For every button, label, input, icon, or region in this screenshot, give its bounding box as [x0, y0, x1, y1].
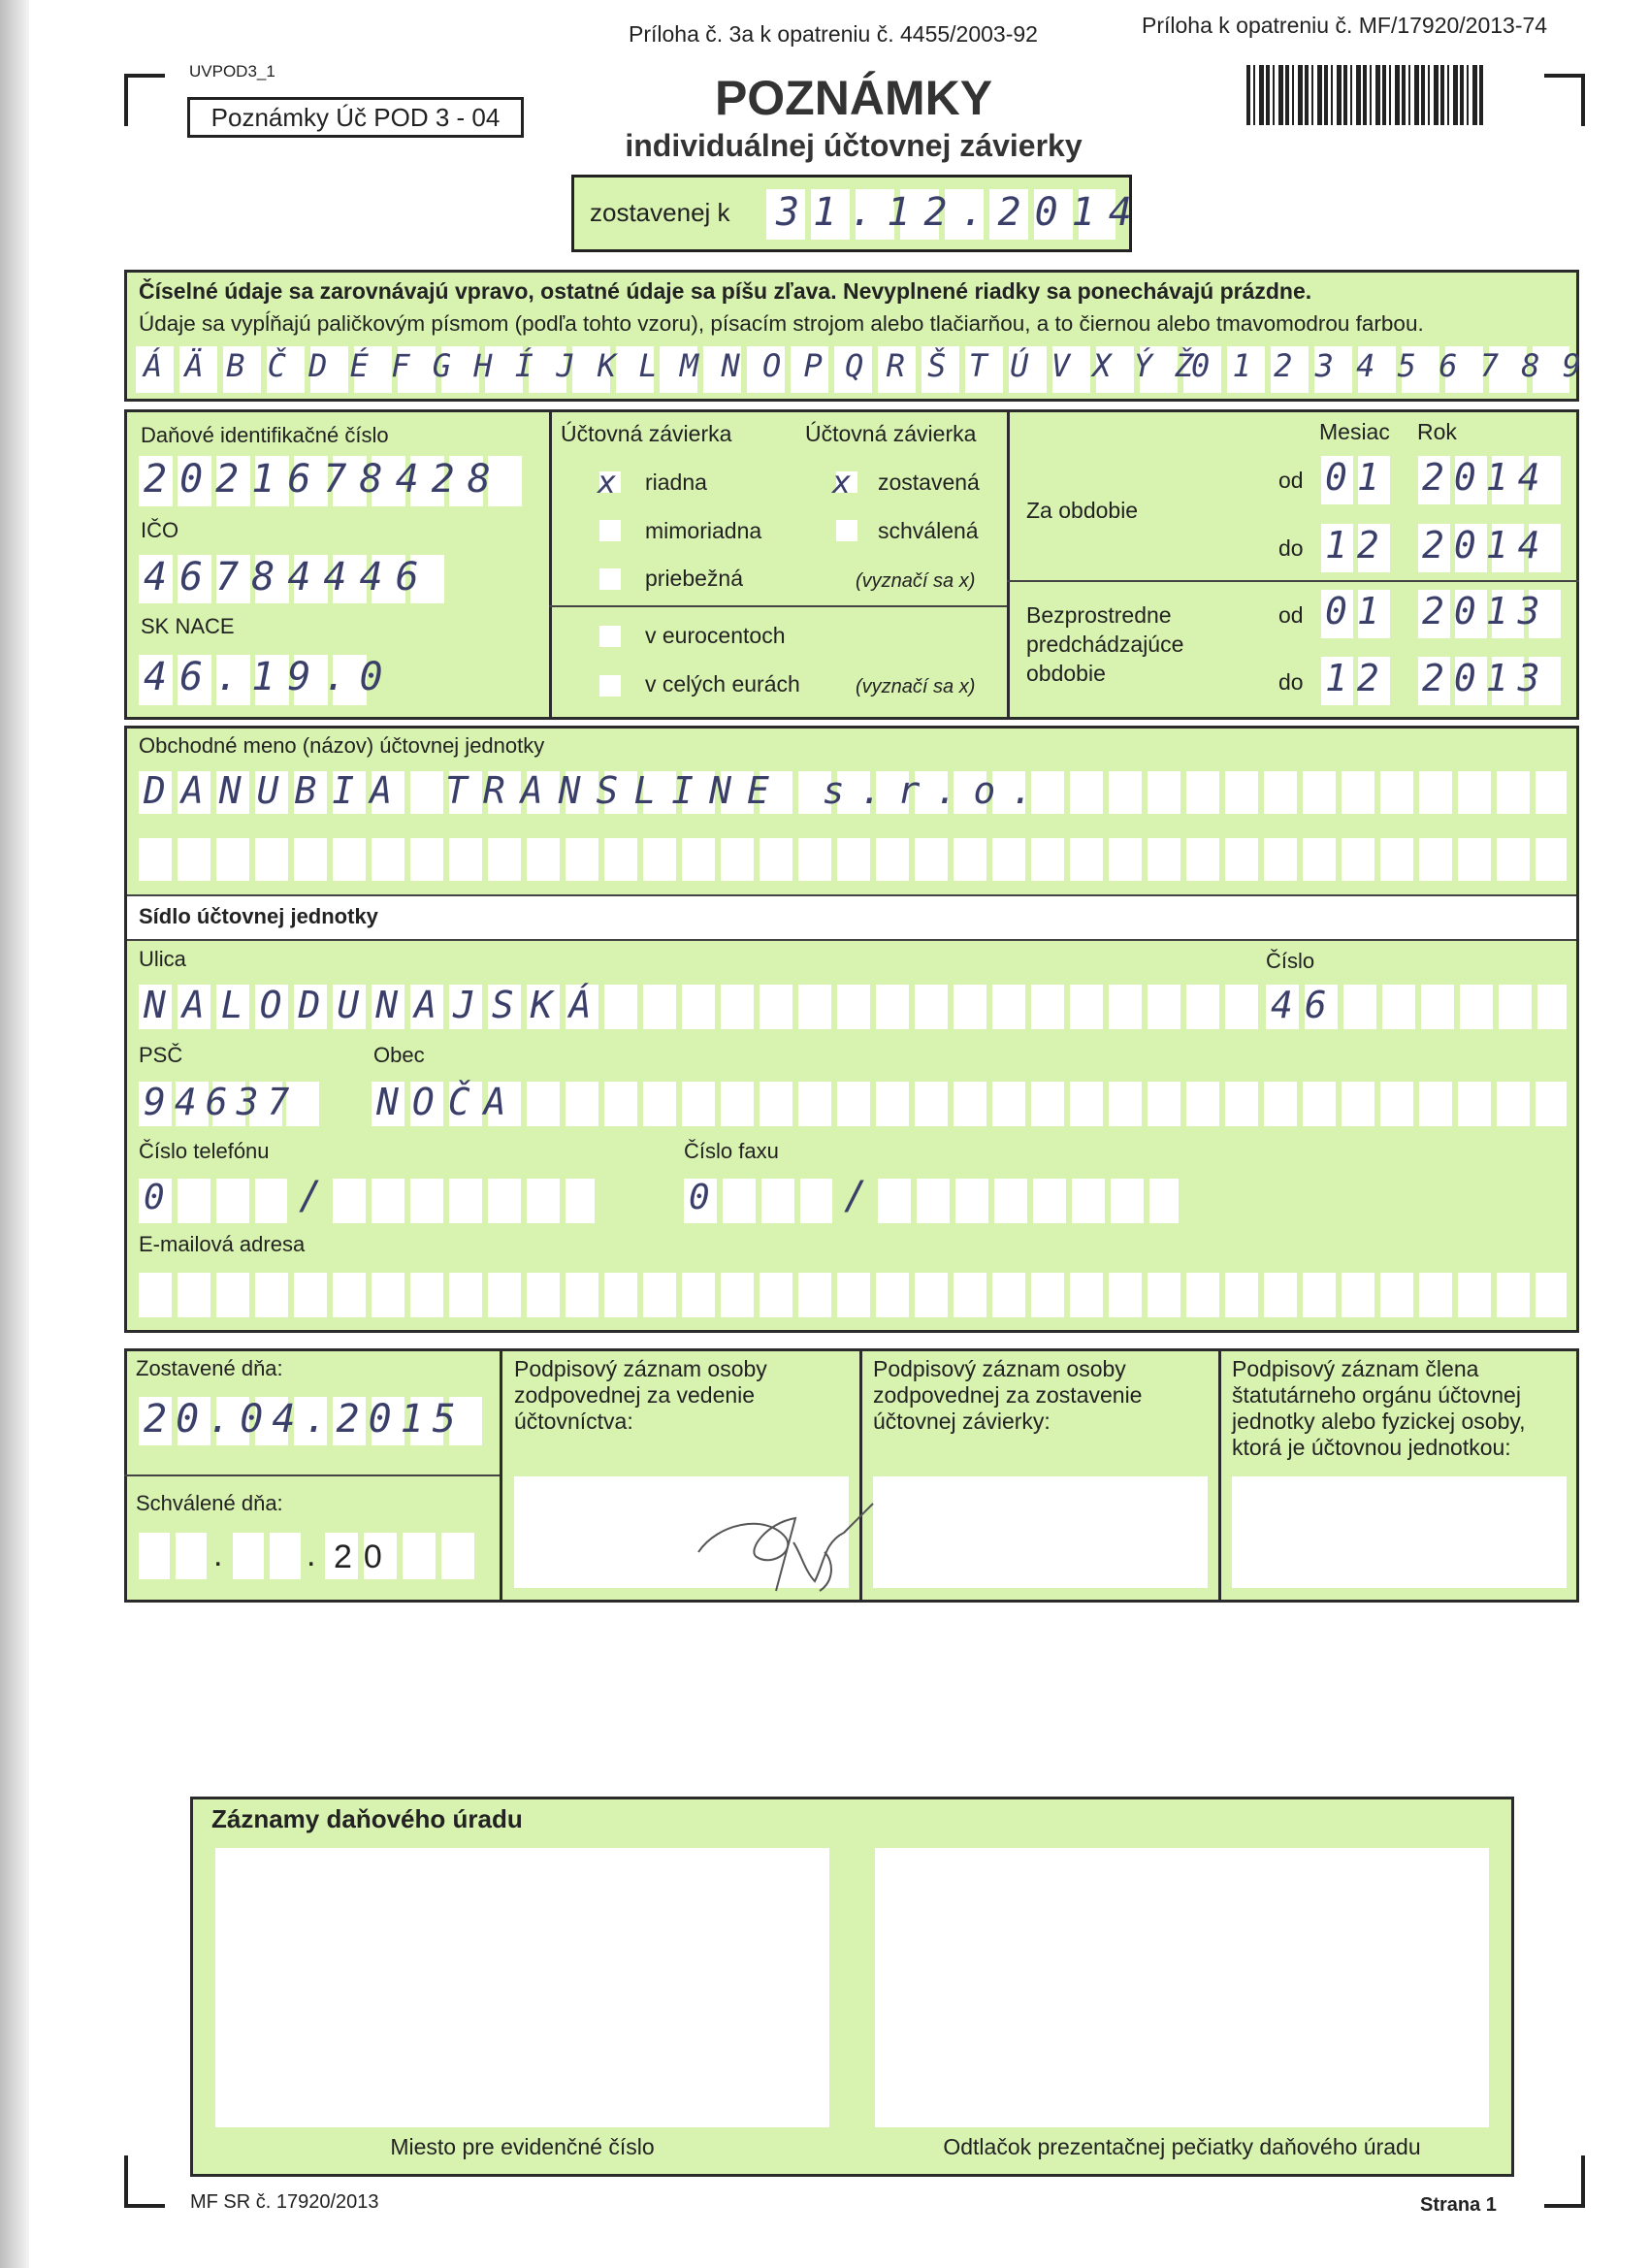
city-cells [372, 1082, 1567, 1126]
statement-state-header: Účtovná závierka [805, 421, 977, 446]
approved-on-label: Schválené dňa: [136, 1491, 283, 1515]
checkbox-priebezna[interactable] [599, 568, 621, 590]
compiled-on-label: Zostavené dňa: [136, 1356, 283, 1380]
checkbox-mimoriadna[interactable] [599, 520, 621, 541]
current-period-label: Za obdobie [1026, 498, 1139, 523]
evidence-number-caption: Miesto pre evidenčné číslo [390, 2134, 655, 2159]
checkbox-schvalena[interactable] [836, 520, 857, 541]
approved-on-cells-month [233, 1533, 303, 1579]
current-from-year[interactable]: 2014 [1422, 456, 1550, 499]
approved-on-dot-1: . [213, 1537, 223, 1573]
previous-period-label-2: predchádzajúce [1026, 632, 1184, 657]
instructions-line-2: Údaje sa vypĺňajú paličkovým písmom (podľa tohto vzoru), písacím strojom alebo tlačiarňou, a to čiernou alebo tmavomodrou farbou. [139, 311, 1424, 336]
divider [549, 409, 552, 720]
to-label: do [1278, 535, 1304, 561]
sig2-label: Podpisový záznam osoby zodpovednej za zostavenie účtovnej závierky: [873, 1356, 1143, 1434]
previous-from-year[interactable]: 2013 [1422, 590, 1550, 632]
compiled-on-value[interactable]: 20.04.2015 [144, 1397, 465, 1442]
stamp-caption: Odtlačok prezentačnej pečiatky daňového úradu [943, 2134, 1421, 2159]
sig1-label: Podpisový záznam osoby zodpovednej za vedenie účtovníctva: [514, 1356, 767, 1434]
stamp-box [875, 1848, 1489, 2127]
compiled-to-value[interactable]: 31.12.2014 [776, 190, 1146, 235]
instructions-line-1: Číselné údaje sa zarovnávajú vpravo, ostatné údaje sa píšu zľava. Nevyplnené riadky sa ponechávajú prázdne. [139, 278, 1312, 304]
corner-mark-tr [1544, 74, 1585, 126]
entity-name-value[interactable]: DANUBIA TRANSLINE s.r.o. [144, 769, 1050, 812]
nace-label: SK NACE [141, 614, 235, 638]
fax-cells-2 [878, 1179, 1179, 1223]
form-code: UVPOD3_1 [189, 62, 275, 81]
footer-right: Strana 1 [1420, 2194, 1497, 2216]
to-label: do [1278, 669, 1304, 695]
sig3-label: Podpisový záznam člena štatutárneho orgánu účtovnej jednotky alebo fyzickej osoby, ktorá je účtovnou jednotkou: [1232, 1356, 1526, 1460]
option-schvalena: schválená [878, 518, 979, 543]
checkbox-zostavena-mark: x [832, 464, 854, 501]
city-value[interactable]: NOČA [376, 1081, 520, 1123]
tax-office-title: Záznamy daňového úradu [211, 1804, 523, 1833]
page-title: POZNÁMKY [714, 71, 993, 125]
phone-label: Číslo telefónu [139, 1139, 270, 1163]
number-label: Číslo [1266, 949, 1315, 973]
previous-to-month[interactable]: 12 [1325, 657, 1389, 699]
entity-panel [124, 726, 1579, 1333]
entity-name-cells-2 [139, 838, 1567, 881]
checkbox-eurocentoch[interactable] [599, 626, 621, 647]
from-label: od [1278, 468, 1304, 493]
divider [124, 1474, 500, 1476]
fax-prefix[interactable]: 0 [689, 1178, 712, 1217]
sample-letters: Á Ä B Č D É F G H Í J K L M N O P Q R Š T Ú V X Ý Ž [144, 347, 1196, 384]
fax-separator: / [844, 1174, 870, 1218]
fax-label: Číslo faxu [684, 1139, 779, 1163]
annex-right: Príloha k opatreniu č. MF/17920/2013-74 [1142, 13, 1548, 38]
statement-type-note: (vyznačí sa x) [856, 570, 976, 592]
approved-on-cells-day [139, 1533, 209, 1579]
email-cells [139, 1273, 1567, 1317]
corner-mark-bl [124, 2155, 165, 2208]
footer-left: MF SR č. 17920/2013 [190, 2191, 379, 2213]
divider [549, 605, 1007, 607]
phone-cells-2 [333, 1179, 595, 1223]
ico-value[interactable]: 46784446 [144, 555, 432, 599]
barcode [1246, 65, 1484, 125]
option-zostavena: zostavená [878, 470, 980, 495]
period-header-strip [1010, 412, 1576, 441]
scan-edge [0, 0, 29, 2268]
dic-label: Daňové identifikačné číslo [141, 423, 389, 447]
current-to-month[interactable]: 12 [1325, 524, 1389, 567]
approved-on-year-prefix: 20 [334, 1539, 394, 1575]
psc-label: PSČ [139, 1043, 183, 1067]
number-value[interactable]: 46 [1271, 984, 1339, 1026]
corner-mark-tl [124, 74, 165, 126]
street-value[interactable]: NALODUNAJSKÁ [144, 984, 608, 1026]
previous-period-label-1: Bezprostredne [1026, 602, 1172, 628]
option-priebezna: priebežná [645, 566, 744, 591]
handwritten-signature [679, 1484, 892, 1610]
street-label: Ulica [139, 947, 186, 971]
divider [1007, 409, 1010, 720]
sig3-box[interactable] [1232, 1476, 1567, 1588]
divider [1007, 580, 1579, 582]
option-eurocentoch: v eurocentoch [645, 623, 786, 648]
form-box: Poznámky Úč POD 3 - 04 [187, 97, 524, 138]
option-riadna: riadna [645, 470, 707, 495]
checkbox-riadna-mark: x [598, 464, 619, 501]
evidence-number-box [215, 1848, 829, 2127]
city-label: Obec [373, 1043, 425, 1067]
currency-note: (vyznačí sa x) [856, 676, 976, 697]
option-celych-eurach: v celých eurách [645, 671, 800, 697]
approved-on-dot-2: . [307, 1537, 316, 1573]
corner-mark-br [1544, 2155, 1585, 2208]
psc-value[interactable]: 94637 [144, 1081, 299, 1123]
dic-value[interactable]: 2021678428 [144, 457, 503, 502]
sample-digits: 0 1 2 3 4 5 6 7 8 9 [1191, 347, 1584, 384]
previous-from-month[interactable]: 01 [1325, 590, 1389, 632]
page-subtitle: individuálnej účtovnej závierky [625, 128, 1083, 163]
from-label: od [1278, 602, 1304, 628]
statement-type-header: Účtovná závierka [561, 421, 732, 446]
phone-separator: / [299, 1174, 325, 1218]
ico-label: IČO [141, 518, 179, 542]
compiled-to-label: zostavenej k [590, 198, 730, 227]
year-label: Rok [1417, 419, 1457, 444]
annex-left: Príloha č. 3a k opatreniu č. 4455/2003-92 [629, 21, 1038, 47]
phone-prefix[interactable]: 0 [144, 1178, 167, 1217]
option-mimoriadna: mimoriadna [645, 518, 762, 543]
current-from-month[interactable]: 01 [1325, 456, 1389, 499]
nace-value[interactable]: 46.19.0 [144, 655, 396, 699]
previous-period-label-3: obdobie [1026, 661, 1106, 686]
seat-label: Sídlo účtovnej jednotky [139, 904, 378, 928]
month-label: Mesiac [1319, 419, 1390, 444]
previous-to-year[interactable]: 2013 [1422, 657, 1550, 699]
divider [500, 1348, 502, 1603]
email-label: E-mailová adresa [139, 1232, 306, 1256]
divider [1218, 1348, 1221, 1603]
checkbox-celych-eurach[interactable] [599, 675, 621, 697]
current-to-year[interactable]: 2014 [1422, 524, 1550, 567]
sig2-box[interactable] [873, 1476, 1208, 1588]
entity-name-label: Obchodné meno (názov) účtovnej jednotky [139, 733, 545, 758]
